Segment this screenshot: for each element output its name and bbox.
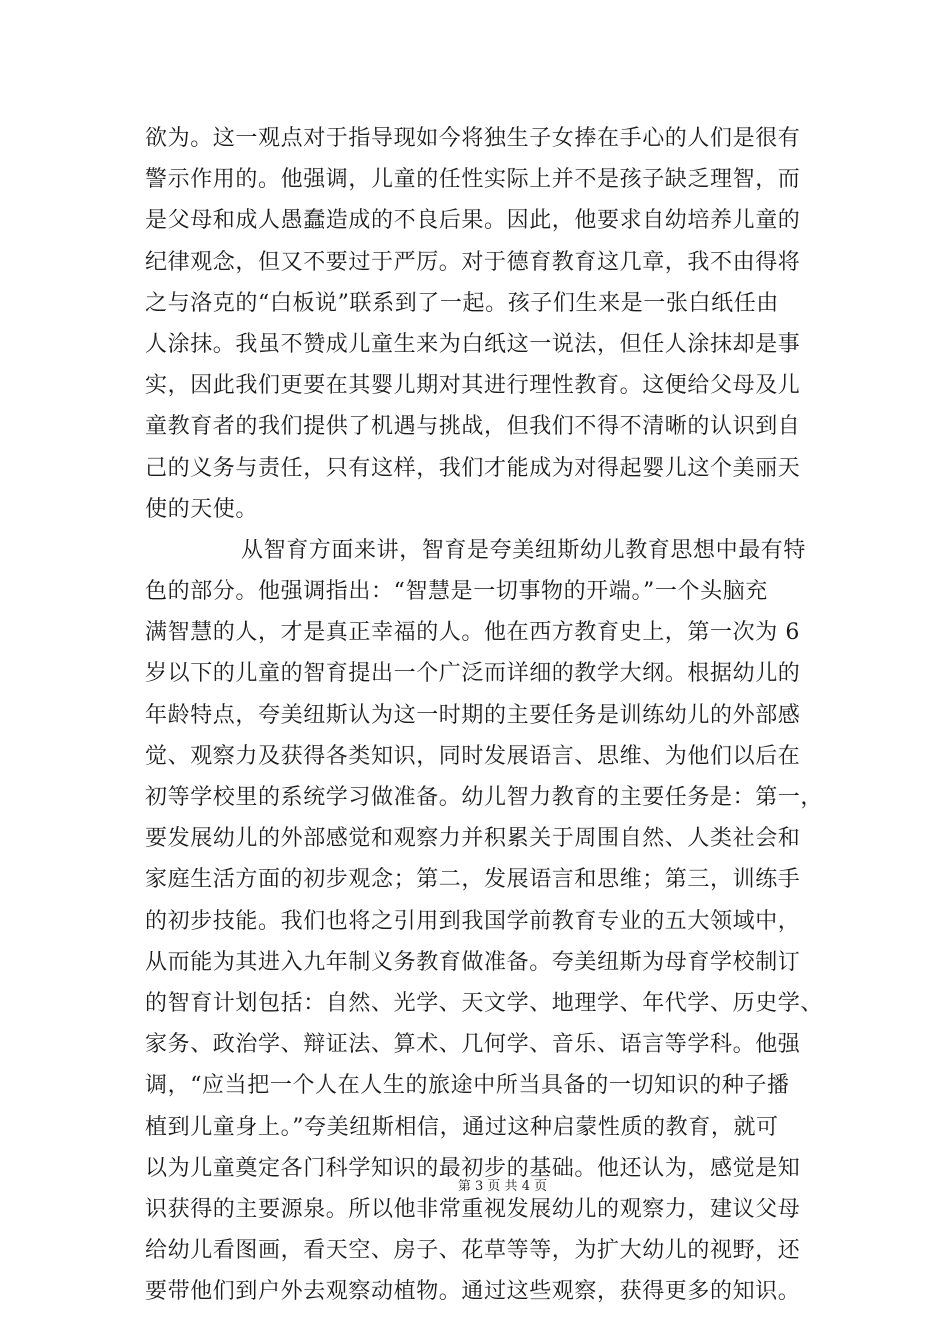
text-line: 觉、观察力及获得各类知识，同时发展语言、思维、为他们以后在 xyxy=(145,743,801,769)
text-line: 识获得的主要源泉。所以他非常重视发展幼儿的观察力，建议父母 xyxy=(145,1196,801,1222)
text-line: 植到儿童身上。”夸美纽斯相信，通过这种启蒙性质的教育，就可 xyxy=(145,1114,779,1140)
body-text xyxy=(145,118,825,1312)
text-line: 岁以下的儿童的智育提出一个广泛而详细的教学大纲。根据幼儿的 xyxy=(145,661,801,687)
text-line: 给幼儿看图画，看天空、房子、花草等等，为扩大幼儿的视野，还 xyxy=(145,1238,801,1264)
text-line: 调，“应当把一个人在人生的旅途中所当具备的一切知识的种子播 xyxy=(145,1073,790,1099)
text-line: 己的义务与责任，只有这样，我们才能成为对得起婴儿这个美丽天 xyxy=(145,455,801,481)
text-line: 实，因此我们更要在其婴儿期对其进行理性教育。这便给父母及儿 xyxy=(145,373,801,399)
text-line: 人涂抹。我虽不赞成儿童生来为白纸这一说法，但任人涂抹却是事 xyxy=(145,331,801,357)
text-line: 欲为。这一观点对于指导现如今将独生子女捧在手心的人们是很有 xyxy=(145,126,801,151)
text-line: 要发展幼儿的外部感觉和观察力并积累关于周围自然、人类社会和 xyxy=(145,826,801,852)
paragraph-2 xyxy=(145,530,825,1313)
text-line: 要带他们到户外去观察动植物。通过这些观察，获得更多的知识。 xyxy=(145,1279,801,1305)
text-line: 初等学校里的系统学习做准备。幼儿智力教育的主要任务是：第一， xyxy=(145,785,824,810)
text-line: 满智慧的人，才是真正幸福的人。他在西方教育史上，第一次为 6 xyxy=(145,620,800,646)
text-line: 以为儿童奠定各门科学知识的最初步的基础。他还认为，感觉是知 xyxy=(145,1155,801,1181)
text-line: 从而能为其进入九年制义务教育做准备。夸美纽斯为母育学校制订 xyxy=(145,949,801,975)
text-line: 家务、政治学、辩证法、算术、几何学、音乐、语言等学科。他强 xyxy=(145,1032,801,1058)
text-line-indented: 从智育方面来讲，智育是夸美纽斯幼儿教育思想中最有特 xyxy=(241,537,807,563)
text-line: 使的天使。 xyxy=(145,496,259,522)
text-line: 纪律观念，但又不要过于严厉。对于德育教育这几章，我不由得将 xyxy=(145,249,801,275)
text-line: 年龄特点，夸美纽斯认为这一时期的主要任务是训练幼儿的外部感 xyxy=(145,702,801,728)
text-line: 家庭生活方面的初步观念；第二，发展语言和思维；第三，训练手 xyxy=(145,867,801,893)
text-line: 的智育计划包括：自然、光学、天文学、地理学、年代学、历史学、 xyxy=(145,990,824,1016)
text-line: 警示作用的。他强调，儿童的任性实际上并不是孩子缺乏理智，而 xyxy=(145,167,801,193)
page-number-footer: 第 3 页 共 4 页 xyxy=(457,1179,548,1194)
text-line: 之与洛克的“白板说”联系到了一起。孩子们生来是一张白纸任由 xyxy=(145,290,779,316)
text-line: 的初步技能。我们也将之引用到我国学前教育专业的五大领域中， xyxy=(145,908,801,934)
paragraph-1 xyxy=(145,118,825,530)
text-line: 是父母和成人愚蠢造成的不良后果。因此，他要求自幼培养儿童的 xyxy=(145,208,801,234)
text-line: 色的部分。他强调指出：“智慧是一切事物的开端。”一个头脑充 xyxy=(145,579,768,605)
text-line: 童教育者的我们提供了机遇与挑战，但我们不得不清晰的认识到自 xyxy=(145,414,801,440)
